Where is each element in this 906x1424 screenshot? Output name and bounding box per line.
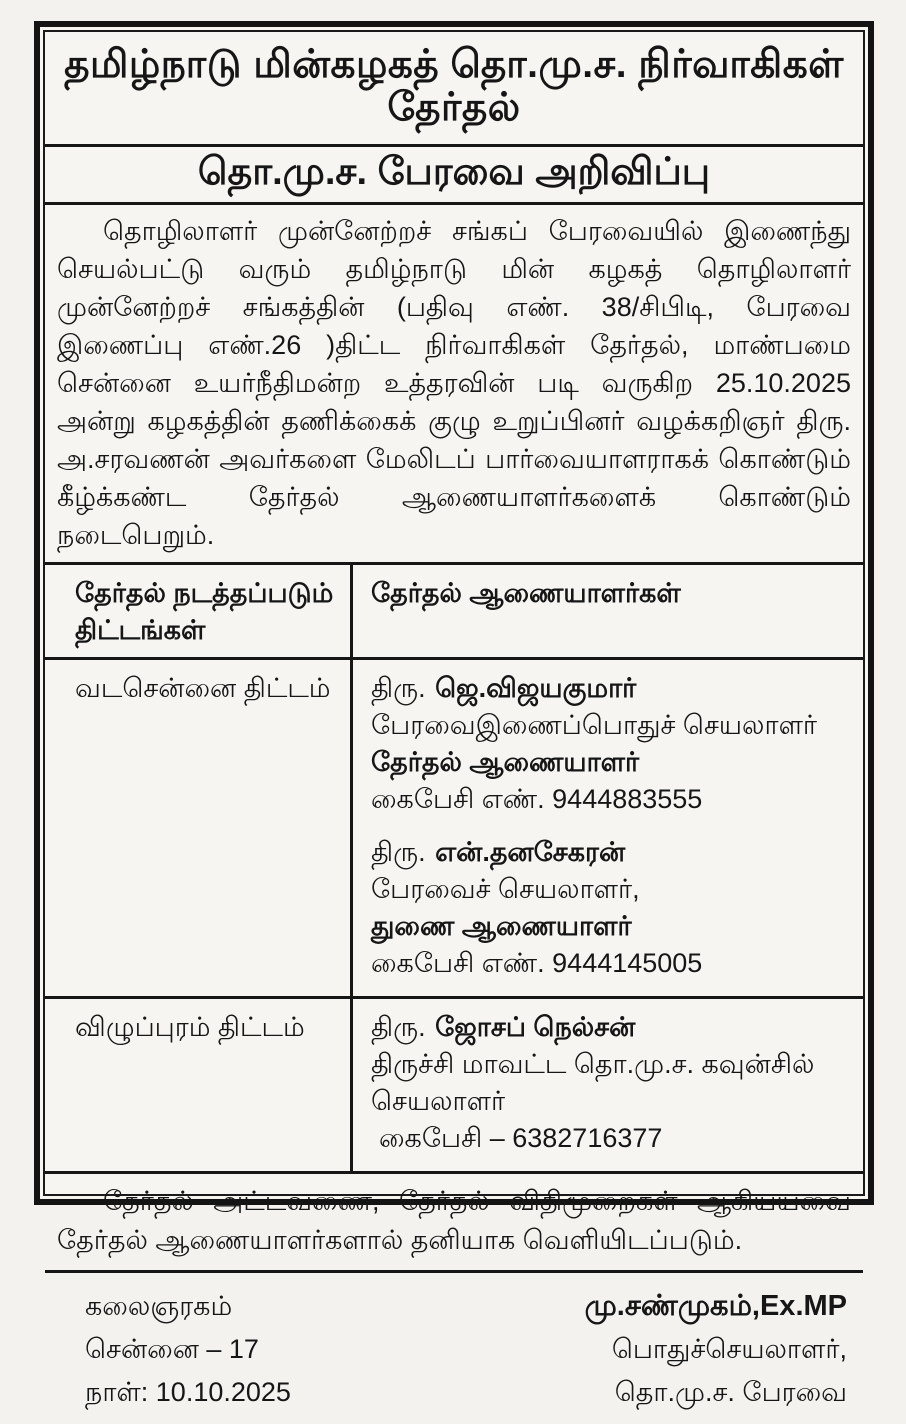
contact-designation-2: செயலாளர் <box>371 1085 506 1116</box>
contact-name-line <box>371 1009 853 1046</box>
notice-document <box>34 21 874 1407</box>
closing-paragraph: தேர்தல் அட்டவணை, தேர்தல் விதிமுறைகள் ஆகியயவை தேர்தல் ஆணையாளர்களால் தனியாக வெளியிடப்படும். <box>45 1174 863 1273</box>
contact-name-line <box>371 670 853 707</box>
contact-name: என்.தனசேகரன் <box>435 836 626 867</box>
table-row-vadachennai <box>45 660 863 999</box>
signature-role: பொதுச்செயலாளர், <box>611 1333 847 1364</box>
footer <box>45 1273 863 1424</box>
table-header-schemes: தேர்தல் நடத்தப்படும் திட்டங்கள் <box>45 565 353 657</box>
footer-date: நாள்: 10.10.2025 <box>85 1376 291 1407</box>
election-table <box>45 565 863 1174</box>
signature-org: தொ.மு.ச. பேரவை <box>614 1376 847 1407</box>
contact-phone: கைபேசி எண். 9444145005 <box>371 947 703 978</box>
contact-designation: பேரவைச் செயலாளர், <box>371 873 640 904</box>
honorific: திரு. <box>371 1011 426 1042</box>
contact-designation: பேரவைஇணைப்பொதுச் செயலாளர் <box>371 709 818 740</box>
contact-block <box>371 834 853 982</box>
honorific: திரு. <box>371 836 426 867</box>
scheme-cell: வடசென்னை திட்டம் <box>45 660 353 996</box>
document-inner-border <box>43 30 865 1407</box>
contact-block <box>371 1009 853 1157</box>
table-header-commissioners: தேர்தல் ஆணையாளர்கள் <box>371 577 681 608</box>
contact-name: ஜோசப் நெல்சன் <box>435 1011 636 1042</box>
commissioners-cell <box>353 660 863 996</box>
table-row-villupuram <box>45 999 863 1174</box>
honorific: திரு. <box>371 672 426 703</box>
scheme-cell: விழுப்புரம் திட்டம் <box>45 999 353 1171</box>
table-header-row <box>45 565 863 660</box>
contact-role: தேர்தல் ஆணையாளர் <box>371 746 640 777</box>
subtitle: தொ.மு.ச. பேரவை அறிவிப்பு <box>45 147 863 205</box>
footer-place: கலைஞரகம் <box>85 1290 233 1321</box>
contact-phone: கைபேசி எண். 9444883555 <box>371 783 703 814</box>
main-title: தமிழ்நாடு மின்கழகத் தொ.மு.ச. நிர்வாகிகள் தேர்தல் <box>45 32 863 147</box>
contact-role: துணை ஆணையாளர் <box>371 910 632 941</box>
footer-left-block <box>85 1285 291 1414</box>
contact-designation: திருச்சி மாவட்ட தொ.மு.ச. கவுன்சில் <box>371 1048 815 1079</box>
signature-block <box>585 1285 847 1414</box>
commissioners-cell <box>353 999 863 1171</box>
intro-paragraph: தொழிலாளர் முன்னேற்றச் சங்கப் பேரவையில் இணைந்து செயல்பட்டு வரும் தமிழ்நாடு மின் கழகத் தொழிலாளர் முன்னேற்றச் சங்கத்தின் (பதிவு எண். 38/சிபிடி, பேரவை இணைப்பு எண்.26 )திட்ட நிர்வாகிகள் தேர்தல், மாண்பமை சென்னை உயர்நீதிமன்ற உத்தரவின் படி வருகிற 25.10.2025 அன்று கழகத்தின் தணிக்கைக் குழு உறுப்பினர் வழக்கறிஞர் திரு. அ.சரவணன் அவர்களை மேலிடப் பார்வையாளராகக் கொண்டும் கீழ்க்கண்ட தேர்தல் ஆணையாளர்களைக் கொண்டும் நடைபெறும். <box>45 205 863 565</box>
contact-block <box>371 670 853 818</box>
contact-name: ஜெ.விஜயகுமார் <box>435 672 637 703</box>
contact-name-line <box>371 834 853 871</box>
footer-city: சென்னை – 17 <box>85 1333 259 1364</box>
contact-phone: கைபேசி – 6382716377 <box>379 1122 663 1153</box>
signature-name: மு.சண்முகம்,Ex.MP <box>584 1289 847 1322</box>
